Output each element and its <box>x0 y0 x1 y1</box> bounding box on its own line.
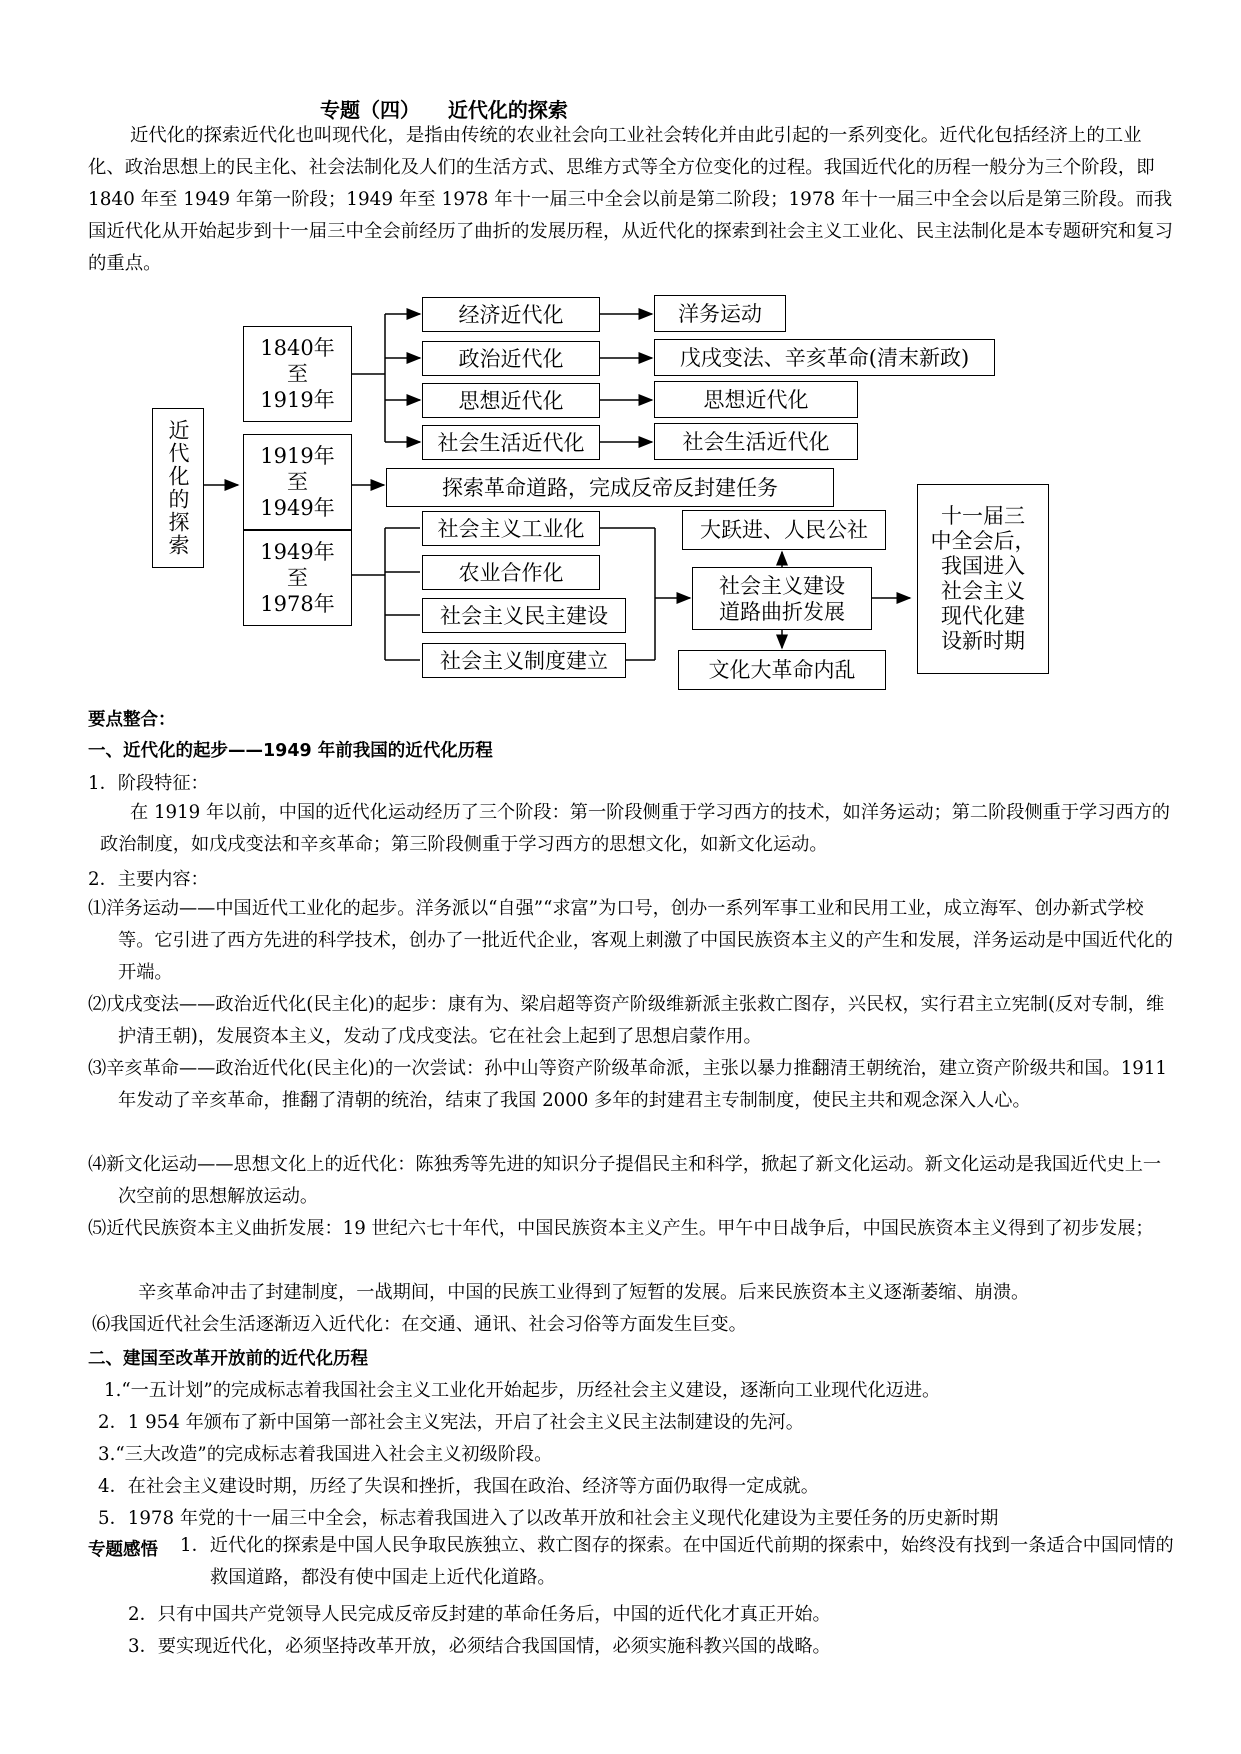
s1-item-6: ⑹我国近代社会生活逐渐迈入近代化：在交通、通讯、社会习俗等方面发生巨变。 <box>92 1314 747 1335</box>
p3-cultural-revolution-box: 文化大革命内乱 <box>678 650 886 690</box>
s1-item-5-continued: 辛亥革命冲击了封建制度，一战期间，中国的民族工业得到了短暂的发展。后来民族资本主义逐渐萎缩、崩溃。 <box>138 1282 1030 1303</box>
section2-title: 二、建国至改革开放前的近代化历程 <box>88 1349 368 1369</box>
p1-item-thought: 思想近代化 <box>422 383 600 418</box>
p1-result-westernization: 洋务运动 <box>654 295 786 332</box>
section1-title: 一、近代化的起步——1949 年前我国的近代化历程 <box>88 741 493 761</box>
insight-item-1: 1．近代化的探索是中国人民争取民族独立、救亡图存的探索。在中国近代前期的探索中，始终没有找到一条适合中国同情的救国道路，都没有使中国走上近代化道路。 <box>180 1535 1174 1588</box>
s2-item-1: 1.“一五计划”的完成标志着我国社会主义工业化开始起步，历经社会主义建设，逐渐向工业现代化迈进。 <box>104 1380 941 1401</box>
p3-item-democracy: 社会主义民主建设 <box>422 598 626 633</box>
p1-result-social-life: 社会生活近代化 <box>654 423 858 460</box>
root-box: 近代化的探索 <box>152 408 204 568</box>
insight-label: 专题感悟 <box>88 1540 158 1560</box>
p1-result-reform-revolution: 戊戌变法、辛亥革命(清末新政) <box>654 339 995 376</box>
intro-paragraph: 近代化的探索近代化也叫现代化，是指由传统的农业社会向工业社会转化并由此引起的一系列变化。近代化包括经济上的工业化、政治思想上的民主化、社会法制化及人们的生活方式、思维方式等全方位变化的过程。我国近代化的历程一般分为三个阶段，即 1840 年至 1949 年第一阶段；1949 年至 1978 年十一届三中全会以前是第二阶段；1978 年十一届三中全会以后是第三阶段。而我国近代化从开始起步到十一届三中全会前经历了曲折的发展历程，从近代化的探索到社会主义工业化、民主法制化是本专题研究和复习的重点。 <box>88 125 1174 274</box>
p1-item-economy: 经济近代化 <box>422 297 600 332</box>
s1-item-2: ⑵戊戌变法——政治近代化(民主化)的起步：康有为、梁启超等资产阶级维新派主张救亡图存，兴民权，实行君主立宪制(反对专制，维护清王朝)，发展资本主义，发动了戊戌变法。它在社会上起到了思想启蒙作用。 <box>88 994 1165 1047</box>
p1-item-politics: 政治近代化 <box>422 341 600 376</box>
p3-great-leap-box: 大跃进、人民公社 <box>682 510 886 550</box>
page-title: 专题（四） 近代化的探索 <box>320 98 568 122</box>
p3-center-box: 社会主义建设 道路曲折发展 <box>692 567 872 630</box>
s1-item-5: ⑸近代民族资本主义曲折发展：19 世纪六七十年代，中国民族资本主义产生。甲午中日战争后，中国民族资本主义得到了初步发展； <box>88 1218 1154 1239</box>
period-box-1919-1949: 1919年 至 1949年 <box>243 434 352 530</box>
p1-item-social-life: 社会生活近代化 <box>422 425 600 460</box>
insight-item-3: 3．要实现近代化，必须坚持改革开放，必须结合我国国情，必须实施科教兴国的战略。 <box>128 1636 831 1657</box>
p3-item-system: 社会主义制度建立 <box>422 643 626 678</box>
s2-item-2: 2．1 954 年颁布了新中国第一部社会主义宪法，开启了社会主义民主法制建设的先河。 <box>98 1412 804 1433</box>
p3-item-cooperation: 农业合作化 <box>422 555 600 590</box>
period-box-1840-1919: 1840年 至 1919年 <box>243 326 352 422</box>
p3-item-industrialization: 社会主义工业化 <box>422 511 600 546</box>
s1-item-4: ⑷新文化运动——思想文化上的近代化：陈独秀等先进的知识分子提倡民主和科学，掀起了新文化运动。新文化运动是我国近代史上一次空前的思想解放运动。 <box>88 1154 1162 1207</box>
points-heading: 要点整合： <box>88 710 176 730</box>
p2-item-revolution: 探索革命道路，完成反帝反封建任务 <box>386 468 834 507</box>
p1-result-thought: 思想近代化 <box>654 381 858 418</box>
s1-item-1: ⑴洋务运动——中国近代工业化的起步。洋务派以“自强”“求富”为口号，创办一系列军事工业和民用工业，成立海军、创办新式学校等。它引进了西方先进的科学技术，创办了一批近代企业，客观上刺激了中国民族资本主义的产生和发展，洋务运动是中国近代化的开端。 <box>88 898 1173 983</box>
period-box-1949-1978: 1949年 至 1978年 <box>243 530 352 626</box>
flow-diagram-lines <box>0 0 1241 700</box>
s2-item-3: 3.“三大改造”的完成标志着我国进入社会主义初级阶段。 <box>98 1444 553 1465</box>
s2-item-4: 4．在社会主义建设时期，历经了失误和挫折，我国在政治、经济等方面仍取得一定成就。 <box>98 1476 819 1497</box>
s2-item-5: 5．1978 年党的十一届三中全会，标志着我国进入了以改革开放和社会主义现代化建设为主要任务的历史新时期 <box>98 1508 999 1529</box>
s1-item-3: ⑶辛亥革命——政治近代化(民主化)的一次尝试：孙中山等资产阶级革命派，主张以暴力推翻清王朝统治，建立资产阶级共和国。1911 年发动了辛亥革命，推翻了清朝的统治，结束了我国 2000 多年的封建君主专制制度，使民主共和观念深入人心。 <box>88 1058 1167 1111</box>
s1-feature-label: 1．阶段特征： <box>88 773 209 794</box>
s1-feature-text: 在 1919 年以前，中国的近代化运动经历了三个阶段：第一阶段侧重于学习西方的技术，如洋务运动；第二阶段侧重于学习西方的政治制度，如戊戌变法和辛亥革命；第三阶段侧重于学习西方的思想文化，如新文化运动。 <box>100 802 1170 855</box>
insight-item-2: 2．只有中国共产党领导人民完成反帝反封建的革命任务后，中国的近代化才真正开始。 <box>128 1604 831 1625</box>
p3-final-box: 十一届三 中全会后， 我国进入 社会主义 现代化建 设新时期 <box>917 484 1049 674</box>
s1-content-label: 2．主要内容： <box>88 869 209 890</box>
